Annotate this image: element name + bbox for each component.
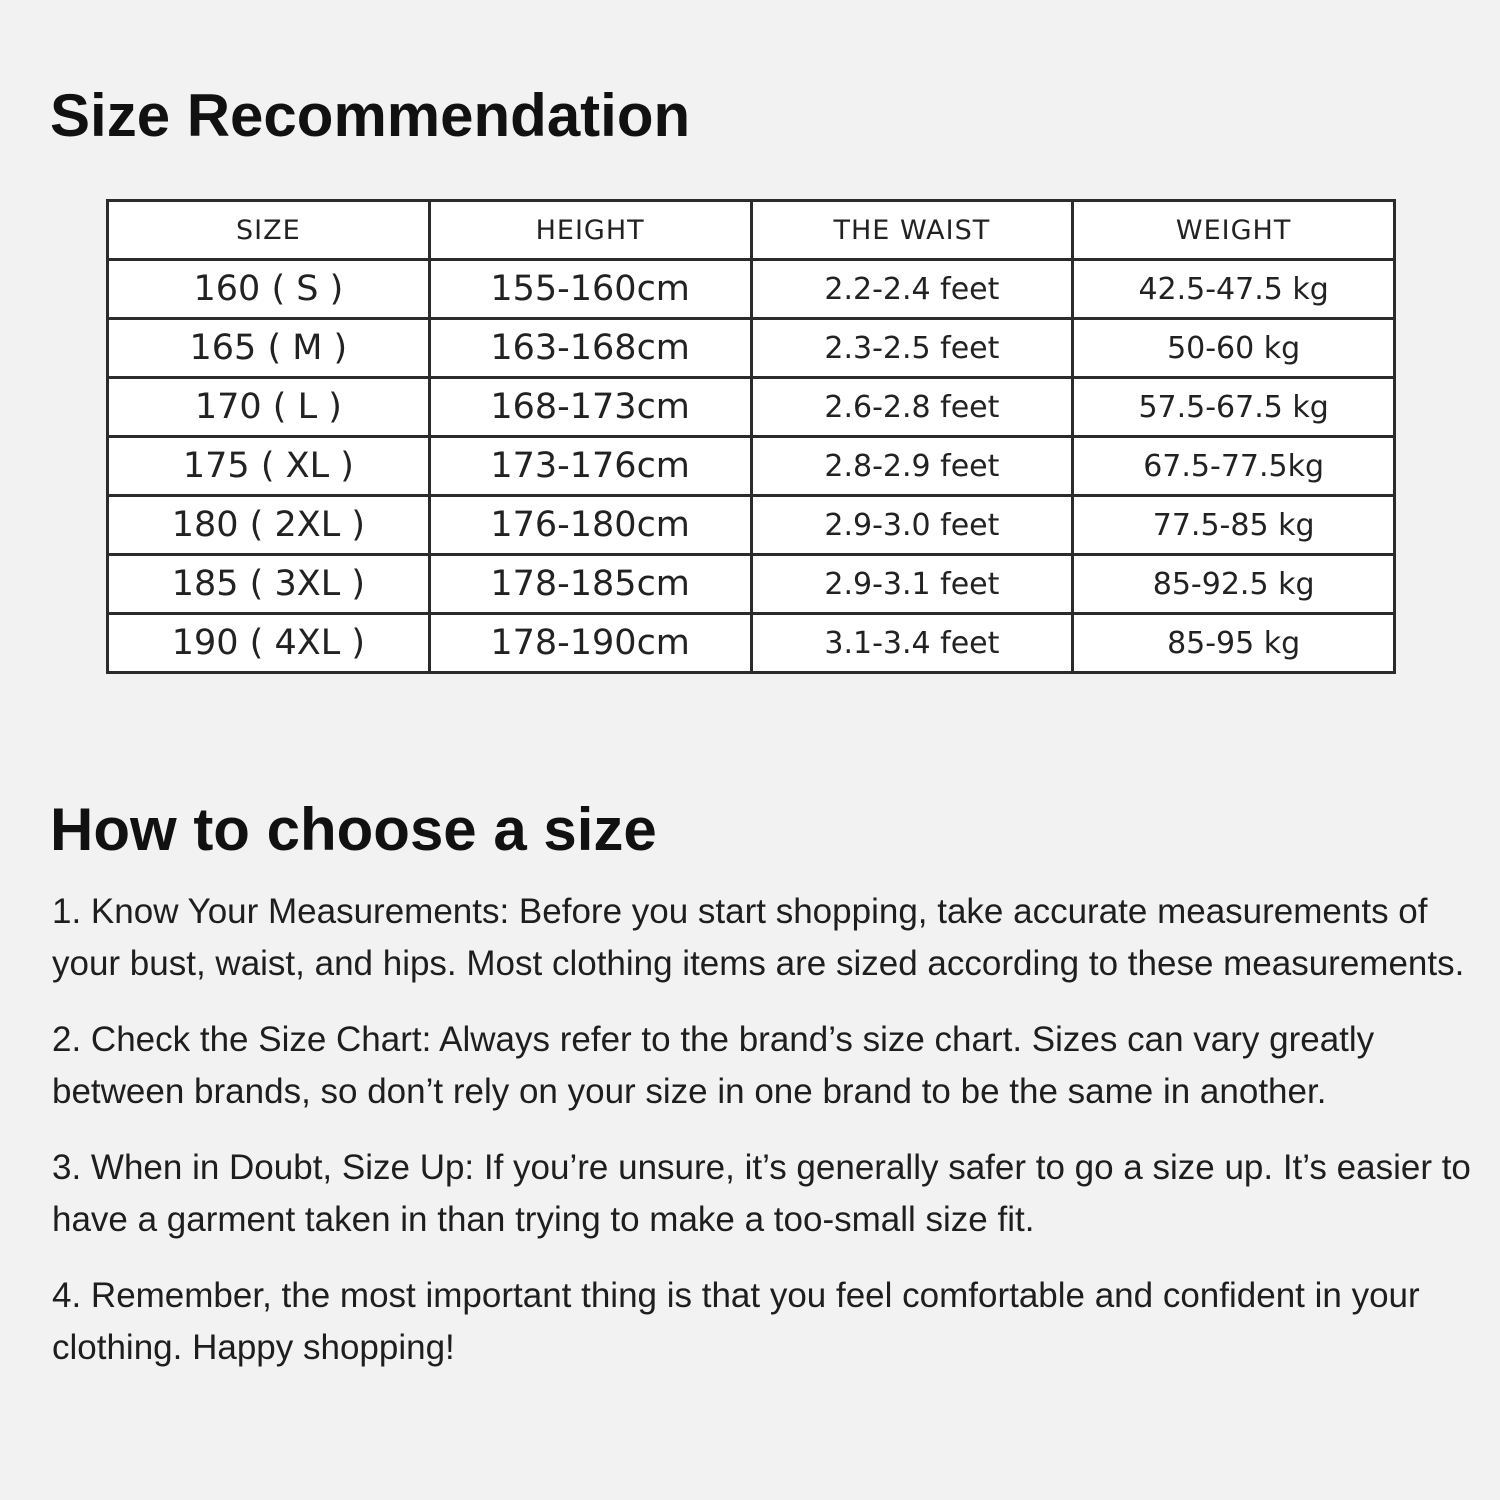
size-table-header-row [108,201,1395,260]
size-cell: 180 ( 2XL ) [108,496,430,555]
size-cell: 170 ( L ) [108,378,430,437]
column-header-weight: WEIGHT [1073,201,1395,260]
table-row [108,437,1395,496]
waist-cell: 2.6-2.8 feet [751,378,1073,437]
table-row [108,614,1395,673]
waist-cell: 2.8-2.9 feet [751,437,1073,496]
size-cell: 160 ( S ) [108,260,430,319]
waist-cell: 2.3-2.5 feet [751,319,1073,378]
table-row [108,496,1395,555]
tip-comfort: 4. Remember, the most important thing is that you feel comfortable and confident in your clothing. Happy shopping! [52,1276,1420,1367]
size-table [106,199,1396,674]
table-row [108,555,1395,614]
tip-know-measurements: 1. Know Your Measurements: Before you start shopping, take accurate measurements of your bust, waist, and hips. Most clothing items are sized according to these measurements. [52,892,1465,983]
table-row [108,260,1395,319]
size-cell: 185 ( 3XL ) [108,555,430,614]
weight-cell: 67.5-77.5kg [1073,437,1395,496]
weight-cell: 85-95 kg [1073,614,1395,673]
height-cell: 155-160cm [429,260,751,319]
weight-cell: 42.5-47.5 kg [1073,260,1395,319]
table-row [108,378,1395,437]
waist-cell: 3.1-3.4 feet [751,614,1073,673]
height-cell: 176-180cm [429,496,751,555]
size-tips-list [52,886,1472,1398]
height-cell: 173-176cm [429,437,751,496]
tip-size-up: 3. When in Doubt, Size Up: If you’re unsure, it’s generally safer to go a size up. It’s easier to have a garment taken in than trying to make a too-small size fit. [52,1148,1471,1239]
how-to-choose-heading: How to choose a size [50,796,657,863]
size-cell: 165 ( M ) [108,319,430,378]
waist-cell: 2.9-3.0 feet [751,496,1073,555]
height-cell: 168-173cm [429,378,751,437]
table-row [108,319,1395,378]
column-header-waist: THE WAIST [751,201,1073,260]
weight-cell: 77.5-85 kg [1073,496,1395,555]
column-header-height: HEIGHT [429,201,751,260]
weight-cell: 50-60 kg [1073,319,1395,378]
weight-cell: 57.5-67.5 kg [1073,378,1395,437]
weight-cell: 85-92.5 kg [1073,555,1395,614]
waist-cell: 2.2-2.4 feet [751,260,1073,319]
size-cell: 190 ( 4XL ) [108,614,430,673]
height-cell: 178-185cm [429,555,751,614]
height-cell: 178-190cm [429,614,751,673]
tip-check-size-chart: 2. Check the Size Chart: Always refer to the brand’s size chart. Sizes can vary greatly between brands, so don’t rely on your size in one brand to be the same in another. [52,1020,1375,1111]
size-cell: 175 ( XL ) [108,437,430,496]
size-recommendation-heading: Size Recommendation [50,82,691,149]
column-header-size: SIZE [108,201,430,260]
waist-cell: 2.9-3.1 feet [751,555,1073,614]
height-cell: 163-168cm [429,319,751,378]
